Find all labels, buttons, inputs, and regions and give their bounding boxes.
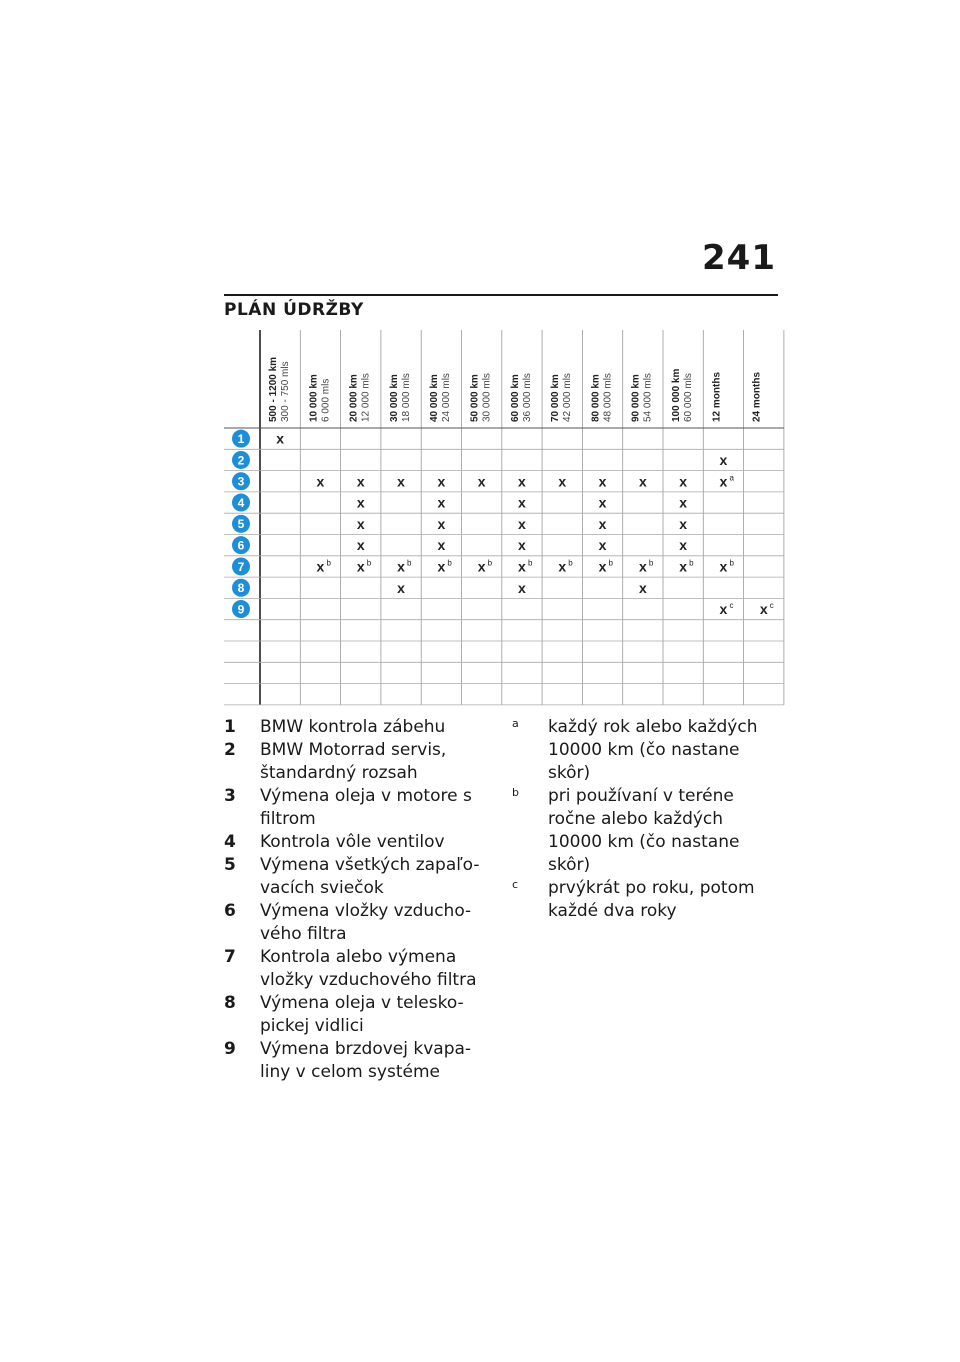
column-header-secondary: 18 000 mls [400, 373, 412, 422]
column-header-primary: 20 000 km [348, 374, 360, 422]
maintenance-mark: x [518, 515, 526, 532]
row-number: 5 [237, 517, 245, 532]
column-header [308, 374, 331, 422]
footnote-marker: b [447, 558, 452, 568]
legend-text: Výmena brzdovej kvapa-liny v celom systéme [260, 1039, 472, 1082]
footnote-item [512, 877, 772, 923]
column-header-secondary: 42 000 mls [562, 373, 574, 422]
page-title: PLÁN ÚDRŽBY [224, 300, 364, 320]
maintenance-mark: x [397, 473, 405, 490]
maintenance-mark: x [638, 558, 647, 575]
legend-text: Výmena oleja v telesko-pickej vidlici [260, 993, 464, 1036]
maintenance-mark: x [276, 430, 285, 447]
footnote-item [512, 785, 772, 877]
maintenance-mark: x [719, 451, 728, 468]
column-header-secondary: 6 000 mls [320, 378, 332, 422]
column-header [590, 373, 613, 422]
column-header [711, 372, 722, 422]
maintenance-mark: x [356, 473, 365, 490]
footnote-text: pri používaní v teréne ročne alebo každých 10000 km (čo nastane skôr) [548, 786, 740, 875]
footnote-marker: b [689, 558, 694, 568]
legend-number: 3 [224, 786, 236, 806]
legend-number: 5 [224, 855, 236, 875]
column-header [631, 373, 654, 422]
column-header [671, 369, 694, 422]
maintenance-mark: x [437, 537, 446, 554]
legend-text: Kontrola alebo výmena vložky vzduchového filtra [260, 947, 477, 990]
column-header-primary: 12 months [711, 371, 723, 422]
legend-item [224, 1038, 484, 1084]
column-header-primary: 70 000 km [550, 374, 562, 422]
maintenance-mark: x [477, 473, 486, 490]
maintenance-mark: x [518, 473, 526, 490]
column-header-secondary: 60 000 mls [683, 373, 694, 422]
column-header-primary: 100 000 km [671, 368, 682, 422]
maintenance-mark: x [638, 473, 647, 490]
row-number: 9 [237, 602, 245, 617]
column-header-secondary: 54 000 mls [642, 373, 654, 422]
column-header-primary: 60 000 km [509, 374, 521, 422]
maintenance-mark: x [558, 473, 567, 490]
maintenance-mark: x [719, 558, 728, 575]
column-header-secondary: 30 000 mls [481, 373, 493, 422]
footnote-text: prvýkrát po roku, potom každé dva roky [548, 878, 755, 921]
column-header-secondary: 36 000 mls [521, 373, 533, 422]
column-header [470, 373, 493, 422]
column-header-primary: 50 000 km [469, 374, 481, 422]
legend-number: 8 [224, 993, 236, 1013]
maintenance-mark: x [356, 515, 365, 532]
row-number: 7 [237, 559, 245, 574]
page-number: 241 [702, 238, 776, 278]
maintenance-mark: x [598, 515, 607, 532]
column-header-secondary: 300 - 750 mls [280, 361, 291, 422]
maintenance-mark: x [316, 473, 325, 490]
column-header-primary: 80 000 km [590, 374, 602, 422]
legend-text: Kontrola vôle ventilov [260, 832, 445, 852]
maintenance-mark: x [679, 473, 688, 490]
legend-item [224, 854, 484, 900]
maintenance-mark: x [437, 494, 446, 511]
footnote-marker: c [769, 601, 774, 611]
maintenance-mark: x [477, 558, 486, 575]
legend-number: 1 [224, 717, 236, 737]
legend-number: 9 [224, 1039, 236, 1059]
legend-number: 4 [224, 832, 236, 852]
footnote-marker: b [527, 558, 533, 568]
footnote-marker: b [326, 558, 331, 568]
maintenance-mark: x [397, 579, 405, 596]
row-number: 1 [237, 431, 245, 446]
legend-item [224, 992, 484, 1038]
column-header [550, 373, 573, 422]
maintenance-mark: x [679, 537, 688, 554]
column-header [349, 373, 372, 422]
maintenance-mark: x [679, 515, 688, 532]
footnote-key: b [512, 786, 519, 799]
legend-item [224, 716, 484, 739]
legend-item [224, 785, 484, 831]
footnote-key: c [512, 878, 519, 891]
footnote-marker: b [487, 558, 493, 568]
maintenance-mark: x [397, 558, 405, 575]
legend-item [224, 831, 484, 854]
legend-text: Výmena oleja v motore s filtrom [260, 786, 472, 829]
row-number: 4 [237, 495, 245, 510]
column-header-secondary: 12 000 mls [360, 373, 372, 422]
footnote-list [512, 716, 772, 923]
footnote-marker: b [648, 558, 654, 568]
legend-item [224, 946, 484, 992]
column-header-primary: 90 000 km [630, 374, 642, 422]
legend-list [224, 716, 484, 1084]
legend-text: Výmena všetkých zapaľo-vacích sviečok [260, 855, 480, 898]
column-header [429, 373, 452, 422]
maintenance-mark: x [518, 579, 526, 596]
maintenance-mark: x [437, 558, 446, 575]
column-header-primary: 30 000 km [388, 374, 400, 422]
footnote-marker: c [729, 601, 734, 611]
maintenance-mark: x [719, 601, 728, 618]
row-number: 2 [237, 453, 245, 468]
column-header-secondary: 48 000 mls [602, 373, 614, 422]
footnote-item [512, 716, 772, 785]
column-header-secondary: 24 000 mls [441, 373, 453, 422]
legend-number: 2 [224, 740, 236, 760]
maintenance-mark: x [518, 494, 526, 511]
legend-item [224, 900, 484, 946]
legend-text: Výmena vložky vzducho-vého filtra [260, 901, 472, 944]
footnote-key: a [512, 717, 519, 730]
maintenance-mark: x [356, 537, 365, 554]
maintenance-mark: x [598, 558, 607, 575]
column-header [752, 372, 763, 422]
footnote-marker: b [366, 558, 372, 568]
column-header-primary: 40 000 km [429, 374, 441, 422]
footnote-marker: b [729, 558, 734, 568]
footnote-marker: a [729, 473, 734, 483]
legend-text: BMW kontrola zábehu [260, 717, 446, 737]
maintenance-mark: x [719, 473, 728, 490]
footnote-marker: b [568, 558, 573, 568]
maintenance-mark: x [518, 558, 526, 575]
legend-item [224, 739, 484, 785]
footnote-text: každý rok alebo každých 10000 km (čo nastane skôr) [548, 717, 758, 783]
maintenance-mark: x [598, 494, 607, 511]
maintenance-mark: x [679, 558, 688, 575]
maintenance-mark: x [518, 537, 526, 554]
maintenance-mark: x [356, 558, 365, 575]
footnote-marker: b [608, 558, 614, 568]
row-number: 3 [237, 474, 245, 489]
maintenance-mark: x [598, 473, 607, 490]
maintenance-mark: x [356, 494, 365, 511]
column-header-primary: 10 000 km [308, 374, 320, 422]
legend-text: BMW Motorrad servis, štandardný rozsah [260, 740, 447, 783]
legend-number: 6 [224, 901, 236, 921]
maintenance-mark: x [437, 515, 446, 532]
maintenance-mark: x [316, 558, 325, 575]
column-header [268, 357, 291, 422]
maintenance-mark: x [558, 558, 567, 575]
column-header [510, 373, 533, 422]
footnote-marker: b [407, 558, 412, 568]
maintenance-mark: x [437, 473, 446, 490]
row-number: 8 [237, 581, 245, 596]
legend-number: 7 [224, 947, 236, 967]
maintenance-mark: x [679, 494, 688, 511]
column-header-primary: 500 - 1200 km [268, 356, 279, 422]
maintenance-mark: x [759, 601, 768, 618]
maintenance-mark: x [638, 579, 647, 596]
column-header-primary: 24 months [751, 371, 763, 422]
row-number: 6 [237, 538, 245, 553]
column-header [389, 373, 412, 422]
maintenance-mark: x [598, 537, 607, 554]
